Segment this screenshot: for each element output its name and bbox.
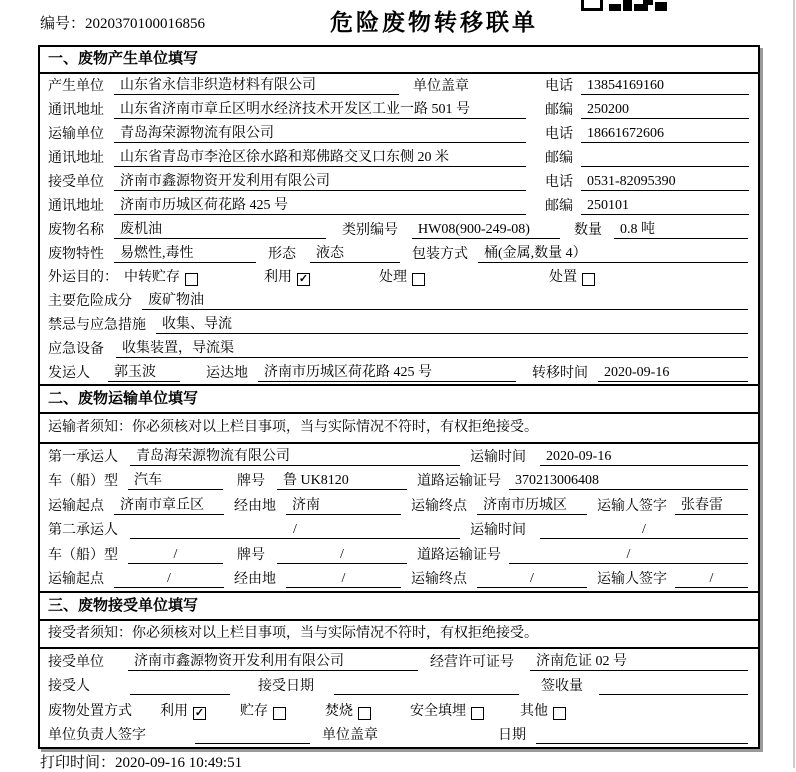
waste-traits-label: 废物特性: [48, 247, 104, 262]
serial-number: [40, 12, 205, 33]
responsible-signature-value: [195, 727, 310, 744]
carrier-signature-label: 运输人签字: [597, 572, 667, 587]
route-via-value: 济南: [286, 494, 401, 515]
quantity-label: 数量: [574, 223, 602, 238]
transporter-value: 青岛海荣源物流有限公司: [114, 122, 526, 143]
route1-row: [40, 493, 758, 518]
accepting-unit-row: [40, 649, 758, 674]
equipment-value: 收集装置，导流渠: [116, 337, 748, 358]
section3-header: 三、废物接受单位填写: [40, 591, 758, 621]
unit-seal-label: 单位盖章: [322, 728, 378, 743]
dispatch-row: [40, 361, 758, 385]
checkbox-unchecked-icon: [412, 273, 425, 286]
checkbox-unchecked-icon: [273, 707, 286, 720]
road-permit-value: 370213006408: [509, 473, 748, 490]
route-via-label: 经由地: [234, 498, 276, 514]
transport-time-value: 2020-09-16: [540, 449, 748, 466]
carrier-signature-value: 张春雷: [675, 494, 748, 515]
first-carrier-value: 青岛海荣源物流有限公司: [130, 445, 460, 466]
plate-label: 牌号: [237, 547, 265, 563]
producer-zip-group: [545, 99, 749, 119]
receiver-zip-value: 250101: [581, 198, 749, 215]
accept-date-label: 接受日期: [258, 679, 314, 694]
producer-value: 山东省永信非织造材料有限公司: [114, 74, 399, 95]
vehicle2-row: [40, 542, 758, 567]
carrier-signature-label: 运输人签字: [597, 498, 667, 514]
transporter-zip-value: [581, 150, 749, 167]
serial-value: 2020370100016856: [85, 16, 206, 32]
transporter-phone-group: [545, 123, 749, 143]
second-carrier-label: 第二承运人: [48, 523, 118, 538]
responsible-signature-row: [40, 723, 758, 748]
option-text: 贮存: [240, 703, 268, 719]
dispatcher-value: 郭玉波: [108, 361, 180, 382]
zip-label: 邮编: [545, 199, 573, 214]
disposal-option-utilize: [160, 700, 206, 720]
purpose-option-transfer-storage: [124, 266, 198, 286]
transport-time-label: 运输时间: [470, 449, 526, 465]
qr-code-fragment-icon: [581, 0, 667, 11]
phone-label: 电话: [545, 79, 573, 94]
form-label: 形态: [268, 247, 296, 262]
emergency-value: 收集、导流: [156, 313, 748, 334]
plate-value: 鲁 UK8120: [277, 469, 407, 490]
producer-row: [40, 74, 758, 98]
checkbox-unchecked-icon: [582, 273, 595, 286]
purpose-label: 外运目的：: [48, 270, 118, 285]
option-text: 处置: [549, 270, 577, 285]
receiver-value: 济南市鑫源物资开发利用有限公司: [114, 170, 526, 191]
address-label: 通讯地址: [48, 151, 104, 166]
zip-label: 邮编: [545, 151, 573, 166]
transporter-address-row: [40, 146, 758, 170]
receiver-address-value: 济南市历城区荷花路 425 号: [114, 194, 526, 215]
checkbox-unchecked-icon: [358, 707, 371, 720]
receiver-address-row: [40, 194, 758, 218]
section1-body: [40, 74, 758, 384]
waste-name-label: 废物名称: [48, 223, 104, 238]
section3-body: [40, 649, 758, 747]
checkbox-unchecked-icon: [471, 707, 484, 720]
option-text: 焚烧: [325, 703, 353, 719]
route-via-label: 经由地: [234, 572, 276, 587]
packing-label: 包装方式: [412, 247, 468, 262]
waste-name-value: 废机油: [114, 218, 326, 239]
receiver-row: [40, 170, 758, 194]
acceptor-label: 接受人: [48, 679, 90, 694]
producer-seal-label: 单位盖章: [413, 79, 469, 94]
plate-value: /: [277, 547, 407, 564]
disposal-option-landfill: [410, 700, 484, 720]
section3-notice: 接受者须知：你必须核对以上栏目事项，当与实际情况不符时，有权拒绝接受。: [40, 621, 758, 649]
second-carrier-row: [40, 518, 758, 543]
option-text: 利用: [264, 270, 292, 285]
packing-value: 桶(金属,数量 4）: [478, 242, 748, 263]
transfer-time-label: 转移时间: [532, 366, 588, 381]
plate-label: 牌号: [237, 474, 265, 489]
option-text: 利用: [160, 703, 188, 719]
print-time: [40, 751, 242, 772]
transport-time-label: 运输时间: [470, 523, 526, 538]
address-label: 通讯地址: [48, 199, 104, 214]
page-edge-divider: [793, 0, 795, 768]
receiver-phone-value: 0531-82095390: [581, 174, 749, 191]
vehicle1-row: [40, 469, 758, 494]
phone-label: 电话: [545, 127, 573, 142]
waste-name-row: [40, 218, 758, 242]
transfer-purpose-row: [40, 266, 758, 289]
route2-row: [40, 567, 758, 592]
disposal-method-label: 废物处置方式: [48, 703, 132, 719]
vehicle-type-value: 汽车: [128, 469, 223, 490]
section2-header: 二、废物运输单位填写: [40, 384, 758, 414]
page-title: 危险废物转移联单: [330, 10, 538, 35]
equipment-label: 应急设备: [48, 342, 104, 357]
acceptor-value: [130, 678, 230, 695]
zip-label: 邮编: [545, 103, 573, 118]
producer-phone-value: 13854169160: [581, 78, 749, 95]
transport-time-value: /: [540, 522, 748, 539]
section1-header: 一、废物产生单位填写: [40, 47, 758, 74]
second-carrier-value: /: [130, 522, 460, 539]
date-value: [536, 727, 748, 744]
transporter-address-value: 山东省青岛市李沧区徐水路和郑佛路交叉口东侧 20 米: [114, 146, 526, 167]
vehicle-type-label: 车（船）型: [48, 547, 118, 563]
route-via-value: /: [286, 571, 401, 588]
receiver-phone-group: [545, 171, 749, 191]
emergency-label: 禁忌与应急措施: [48, 318, 146, 333]
emergency-equipment-row: [40, 337, 758, 361]
manifest-form: [38, 45, 760, 749]
road-permit-value: /: [509, 547, 748, 564]
category-code-value: HW08(900-249-08): [412, 222, 560, 239]
checkbox-checked-icon: ✓: [298, 273, 309, 285]
road-permit-label: 道路运输证号: [417, 474, 501, 489]
producer-address-row: [40, 98, 758, 122]
signed-quantity-value: [599, 678, 748, 695]
receiver-label: 接受单位: [48, 175, 104, 190]
disposal-option-incinerate: [325, 700, 371, 720]
route-start-label: 运输起点: [48, 572, 104, 587]
form-value: 液态: [310, 242, 400, 263]
disposal-option-storage: [240, 700, 286, 720]
serial-label: 编号：: [40, 16, 86, 32]
dispatcher-label: 发运人: [48, 366, 90, 381]
route-start-value: 济南市章丘区: [114, 494, 224, 515]
purpose-option-dispose: [549, 266, 595, 286]
accept-date-value: [334, 678, 519, 695]
purpose-option-utilize: [264, 266, 310, 286]
road-permit-label: 道路运输证号: [417, 547, 501, 563]
route-start-label: 运输起点: [48, 498, 104, 514]
first-carrier-label: 第一承运人: [48, 449, 118, 465]
purpose-option-treat: [379, 266, 425, 286]
producer-label: 产生单位: [48, 79, 104, 94]
route-end-label: 运输终点: [411, 572, 467, 587]
destination-value: 济南市历城区荷花路 425 号: [258, 361, 516, 382]
hazard-label: 主要危险成分: [48, 294, 132, 309]
transporter-phone-value: 18661672606: [581, 126, 749, 143]
carrier-signature-value: /: [675, 571, 748, 588]
responsible-signature-label: 单位负责人签字: [48, 728, 146, 743]
accepting-unit-value: 济南市鑫源物资开发利用有限公司: [128, 650, 418, 671]
destination-label: 运达地: [206, 366, 248, 381]
signed-quantity-label: 签收量: [541, 679, 583, 694]
waste-traits-row: [40, 242, 758, 266]
license-label: 经营许可证号: [430, 654, 514, 670]
first-carrier-row: [40, 444, 758, 469]
date-label: 日期: [498, 728, 526, 743]
receiver-zip-group: [545, 195, 749, 215]
producer-address-value: 山东省济南市章丘区明水经济技术开发区工业一路 501 号: [114, 98, 526, 119]
accepting-unit-label: 接受单位: [48, 654, 104, 670]
transfer-time-value: 2020-09-16: [598, 365, 748, 382]
phone-label: 电话: [545, 175, 573, 190]
hazard-components-row: [40, 289, 758, 313]
vehicle-type-label: 车（船）型: [48, 474, 118, 489]
route-end-value: 济南市历城区: [477, 494, 587, 515]
transporter-row: [40, 122, 758, 146]
vehicle-type-value: /: [128, 547, 223, 564]
print-time-label: 打印时间：: [40, 755, 116, 771]
route-end-label: 运输终点: [411, 498, 467, 514]
address-label: 通讯地址: [48, 103, 104, 118]
acceptor-row: [40, 674, 758, 699]
transporter-zip-group: [545, 147, 749, 167]
hazard-value: 废矿物油: [142, 289, 748, 310]
disposal-option-other: [520, 700, 566, 720]
waste-traits-value: 易燃性,毒性: [114, 242, 256, 263]
license-value: 济南危证 02 号: [530, 650, 748, 671]
transporter-label: 运输单位: [48, 127, 104, 142]
option-text: 处理: [379, 270, 407, 285]
emergency-measures-row: [40, 313, 758, 337]
disposal-method-row: [40, 698, 758, 723]
option-text: 中转贮存: [124, 270, 180, 285]
checkbox-unchecked-icon: [553, 707, 566, 720]
option-text: 其他: [520, 703, 548, 719]
section2-notice: 运输者须知：你必须核对以上栏目事项，当与实际情况不符时，有权拒绝接受。: [40, 414, 758, 444]
checkbox-checked-icon: ✓: [194, 706, 205, 719]
route-start-value: /: [114, 571, 224, 588]
route-end-value: /: [477, 571, 587, 588]
print-time-value: 2020-09-16 10:49:51: [115, 755, 243, 771]
quantity-value: 0.8 吨: [614, 218, 748, 239]
producer-zip-value: 250200: [581, 102, 749, 119]
producer-phone-group: [545, 75, 749, 95]
category-code-label: 类别编号: [342, 223, 398, 238]
section2-body: [40, 444, 758, 591]
option-text: 安全填埋: [410, 703, 466, 719]
checkbox-unchecked-icon: [185, 273, 198, 286]
